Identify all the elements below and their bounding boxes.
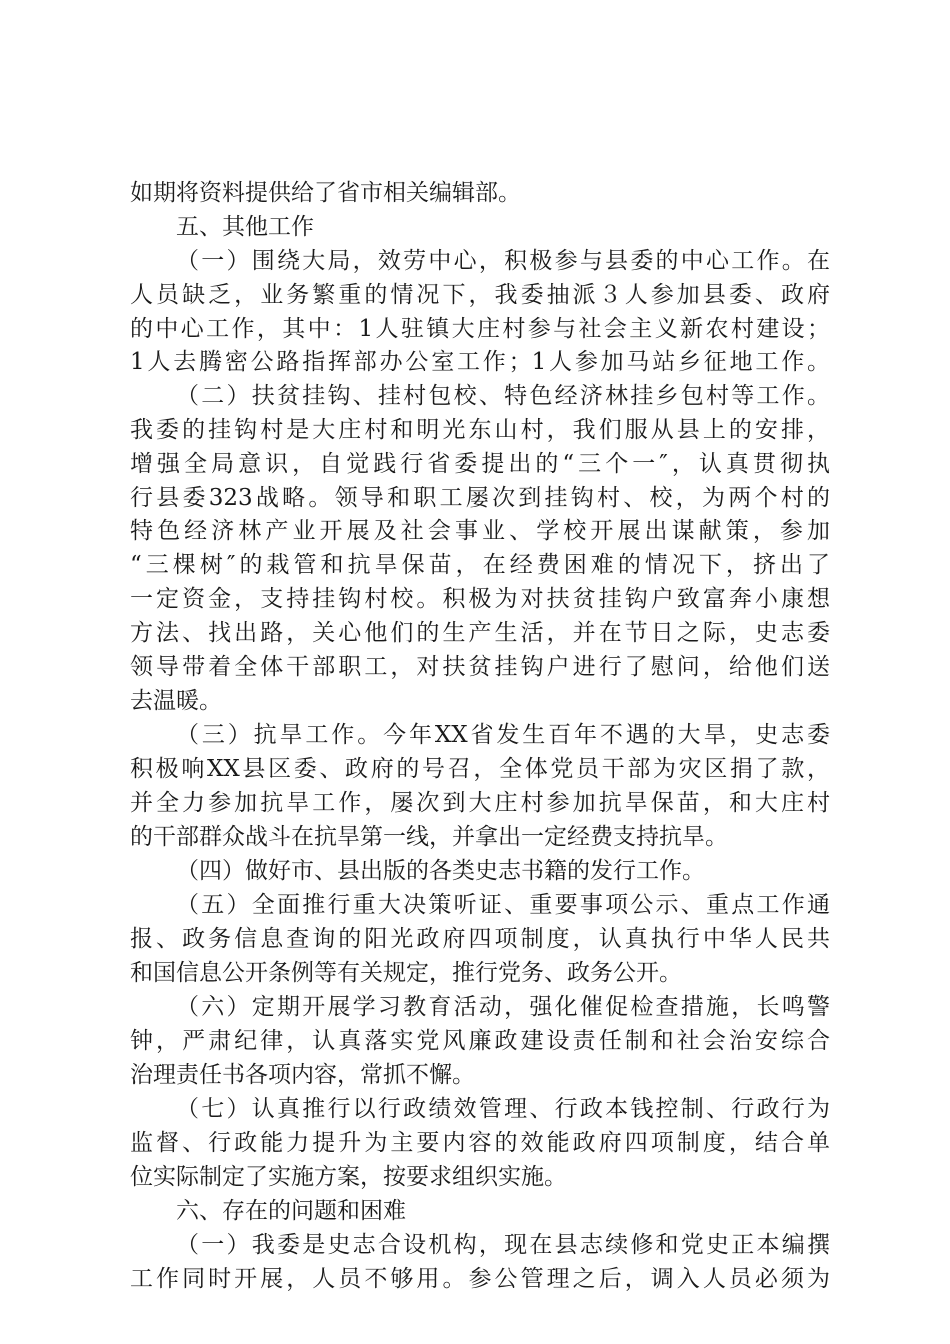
- text-line: 我委的挂钩村是大庄村和明光东山村，我们服从县上的安排，: [130, 417, 830, 443]
- text-line: （六）定期开展学习教育活动，强化催促检查措施，长鸣警: [176, 994, 830, 1020]
- text-line: （五）全面推行重大决策听证、重要事项公示、重点工作通: [176, 892, 830, 918]
- text-line: 去温暖。: [130, 688, 222, 714]
- text-line: 钟，严肃纪律，认真落实党风廉政建设责任制和社会治安综合: [130, 1028, 830, 1054]
- text-line: 增强全局意识，自觉践行省委提出的“三个一″，认真贯彻执: [130, 451, 830, 477]
- section-heading: 五、其他工作: [176, 214, 314, 240]
- text-line: （四）做好市、县出版的各类史志书籍的发行工作。: [176, 858, 705, 884]
- text-line: 的中心工作，其中：1人驻镇大庄村参与社会主义新农村建设；: [130, 316, 830, 342]
- text-line: （一）围绕大局，效劳中心，积极参与县委的中心工作。在: [176, 248, 830, 274]
- text-line: （三）抗旱工作。今年XX省发生百年不遇的大旱，史志委: [176, 722, 830, 748]
- text-line: 领导带着全体干部职工，对扶贫挂钩户进行了慰问，给他们送: [130, 654, 830, 680]
- text-line: 如期将资料提供给了省市相关编辑部。: [130, 180, 521, 206]
- text-line: 治理责任书各项内容，常抓不懈。: [130, 1062, 475, 1088]
- text-line: （二）扶贫挂钩、挂村包校、特色经济林挂乡包村等工作。: [176, 383, 830, 409]
- text-line: “三棵树″的栽管和抗旱保苗，在经费困难的情况下，挤出了: [130, 552, 830, 578]
- text-line: 的干部群众战斗在抗旱第一线，并拿出一定经费支持抗旱。: [130, 824, 728, 850]
- text-line: 监督、行政能力提升为主要内容的效能政府四项制度，结合单: [130, 1130, 830, 1156]
- text-line: 和国信息公开条例等有关规定，推行党务、政务公开。: [130, 960, 682, 986]
- text-line: 位实际制定了实施方案，按要求组织实施。: [130, 1164, 567, 1190]
- text-line: 人员缺乏，业务繁重的情况下，我委抽派３人参加县委、政府: [130, 282, 830, 308]
- text-line: （七）认真推行以行政绩效管理、行政本钱控制、行政行为: [176, 1096, 830, 1122]
- text-line: 1人去腾密公路指挥部办公室工作；1人参加马站乡征地工作。: [130, 349, 830, 375]
- section-heading: 六、存在的问题和困难: [176, 1198, 406, 1224]
- text-line: 方法、找出路，关心他们的生产生活，并在节日之际，史志委: [130, 620, 830, 646]
- text-line: 工作同时开展，人员不够用。参公管理之后，调入人员必须为: [130, 1266, 830, 1292]
- text-line: 积极响XX县区委、政府的号召，全体党员干部为灾区捐了款，: [130, 756, 830, 782]
- text-line: 一定资金，支持挂钩村校。积极为对扶贫挂钩户致富奔小康想: [130, 586, 830, 612]
- text-line: 报、政务信息查询的阳光政府四项制度，认真执行中华人民共: [130, 926, 830, 952]
- text-line: 行县委323战略。领导和职工屡次到挂钩村、校，为两个村的: [130, 485, 830, 511]
- text-line: 并全力参加抗旱工作，屡次到大庄村参加抗旱保苗，和大庄村: [130, 790, 830, 816]
- text-line: （一）我委是史志合设机构，现在县志续修和党史正本编撰: [176, 1232, 830, 1258]
- text-line: 特色经济林产业开展及社会事业、学校开展出谋献策，参加: [130, 518, 830, 544]
